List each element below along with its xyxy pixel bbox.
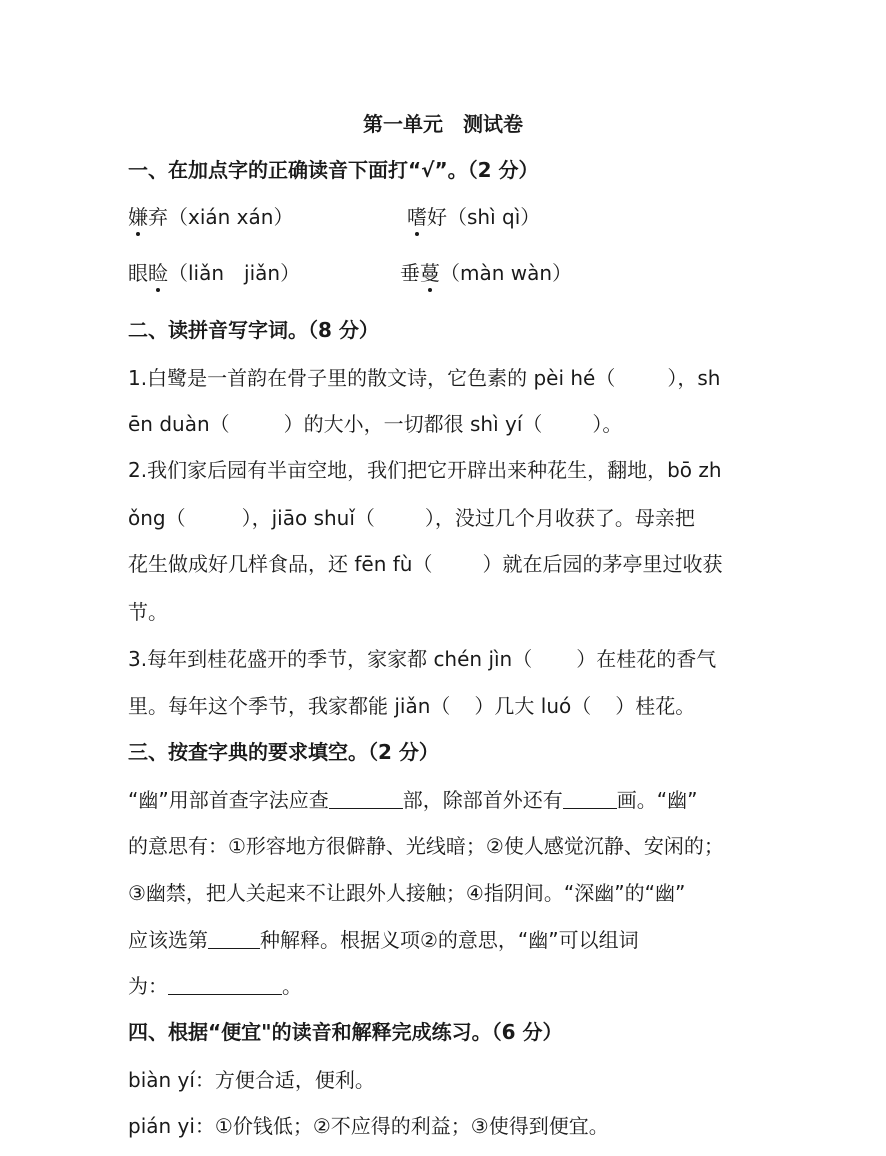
q2-line-5: 花生做成好几样食品，还 fēn fù（ ）就在后园的茅亭里过收获	[128, 552, 723, 576]
q3-line-5: 为： 。	[128, 974, 302, 998]
q3-line-3: ③幽禁，把人关起来不让跟外人接触；④指阴间。“深幽”的“幽”	[128, 881, 686, 905]
q3-line-2: 的意思有：①形容地方很僻静、光线暗；②使人感觉沉静、安闲的；	[128, 834, 724, 858]
q1-item-2-text: 好（shì qì）	[427, 205, 541, 229]
q2-heading: 二、读拼音写字词。（8 分）	[128, 318, 379, 342]
q4-line-1: biàn yí：方便合适，便利。	[128, 1068, 375, 1092]
q1-item-3: 眼睑（liǎn jiǎn）	[128, 261, 301, 285]
q2-line-7: 3.每年到桂花盛开的季节，家家都 chén jìn（ ）在桂花的香气	[128, 647, 717, 671]
q4-line-2: pián yi：①价钱低；②不应得的利益；③使得到便宜。	[128, 1114, 609, 1138]
q2-line-4: ǒng（ ），jiāo shuǐ（ ），没过几个月收获了。母亲把	[128, 506, 695, 530]
dotted-char: 蔓	[420, 261, 440, 285]
q1-item-3-text: （liǎn jiǎn）	[168, 261, 301, 285]
page-title: 第一单元 测试卷	[363, 112, 523, 136]
q1-item-1	[128, 203, 293, 231]
q2-line-1: 1.白鹭是一首韵在骨子里的散文诗，它色素的 pèi hé（ ），sh	[128, 366, 721, 390]
q3-line-4: 应该选第 种解释。根据义项②的意思，“幽”可以组词	[128, 928, 639, 952]
q2-line-6: 节。	[128, 600, 168, 624]
q1-item-4: 垂蔓（màn wàn）	[400, 261, 573, 285]
dotted-char: 嫌	[128, 205, 148, 229]
q2-line-3: 2.我们家后园有半亩空地，我们把它开辟出来种花生，翻地，bō zh	[128, 458, 722, 482]
answer-blank[interactable]	[208, 928, 260, 949]
answer-blank[interactable]	[563, 788, 617, 809]
dotted-char: 嗜	[407, 205, 427, 229]
q1-item-1-text: 弃（xián xán）	[148, 205, 294, 229]
q3-heading: 三、按查字典的要求填空。（2 分）	[128, 740, 439, 764]
dotted-char: 睑	[148, 261, 168, 285]
q2-line-8: 里。每年这个季节，我家都能 jiǎn（ ）几大 luó（ ）桂花。	[128, 694, 696, 718]
q2-line-2: ēn duàn（ ）的大小，一切都很 shì yí（ ）。	[128, 412, 623, 436]
answer-blank[interactable]	[168, 974, 282, 995]
q4-heading: 四、根据“便宜"的读音和解释完成练习。（6 分）	[128, 1020, 563, 1044]
q1-item-2	[407, 203, 540, 231]
q3-line-1: “幽”用部首查字法应查 部，除部首外还有 画。“幽”	[128, 788, 698, 812]
answer-blank[interactable]	[329, 788, 403, 809]
q1-heading: 一、在加点字的正确读音下面打“√”。（2 分）	[128, 158, 539, 182]
q1-item-4-text: （màn wàn）	[440, 261, 573, 285]
